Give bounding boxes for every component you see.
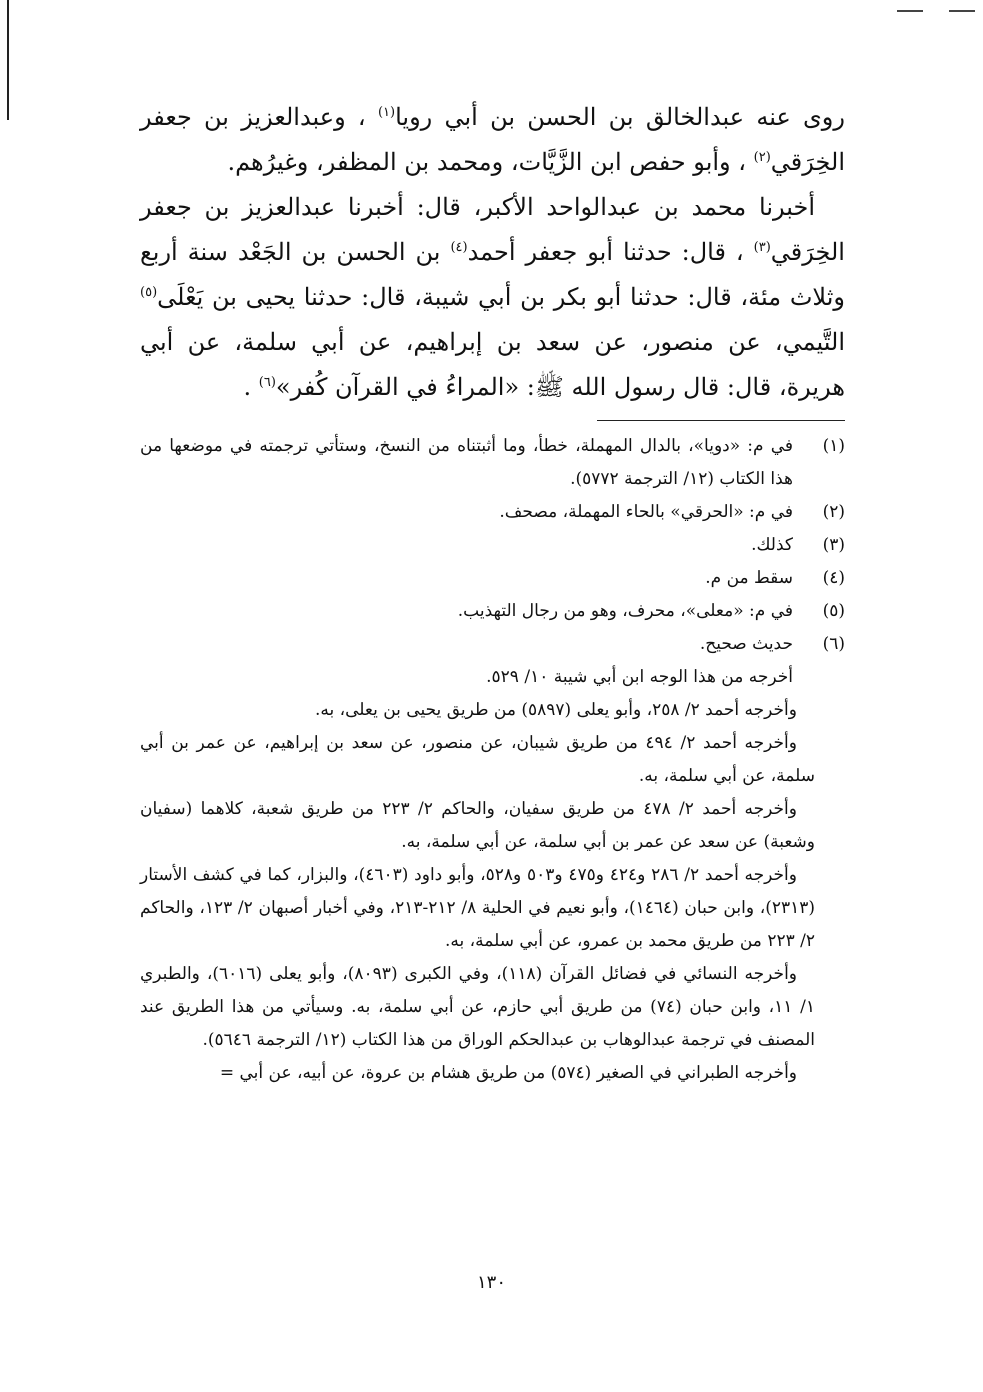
scan-mark [949, 10, 975, 12]
note-paragraph: أخرجه من هذا الوجه ابن أبي شيبة ١٠/ ٥٢٩. [486, 667, 793, 687]
footnote-number: (٢) [822, 502, 845, 522]
note-paragraph: وأخرجه أحمد ٢/ ٢٥٨، وأبو يعلى (٥٨٩٧) من طريق يحيى بن يعلى، به. [314, 700, 797, 720]
footnote-text: في م: «معلى»، محرف، وهو من رجال التهذيب. [457, 601, 793, 621]
footnote-text: كذلك. [751, 535, 793, 555]
footnotes [140, 430, 845, 1090]
footnote [140, 562, 845, 595]
footnote-number: (٤) [822, 568, 845, 588]
footnote-text: حديث صحيح. [699, 634, 793, 654]
main-paragraph-1: روى عنه عبدالخالق بن الحسن بن أبي رويا$^{(١)}$ ، وعبدالعزيز بن جعفر الخِرَقي$^{(٢)}$ ، وأبو حفص ابن الزَّيَّات، ومحمد بن المظفر، وغيرُهم. [140, 103, 845, 176]
footnote [140, 430, 845, 496]
footnote-ref-1: (١) [377, 105, 396, 120]
main-paragraph-2: أخبرنا محمد بن عبدالواحد الأكبر، قال: أخبرنا عبدالعزيز بن جعفر الخِرَقي$^{(٣)}$ ، قال: حدثنا أبو جعفر أحمد$^{(٤)}$ بن الحسن بن الجَعْد سنة أربع وثلاث مئة، قال: حدثنا أبو بكر بن أبي شيبة، قال: حدثنا يحيى بن يَعْلَى$^{(٥)}$ التَّيمي، عن منصور، عن سعد بن إبراهيم، عن أبي سلمة، عن أبي هريرة، قال: قال رسول الله ﷺ: «المراءُ في القرآن كُفر»$^{(٦)}$ . [140, 193, 845, 401]
footnote-text: في م: «الحرقي» بالحاء المهملة، مصحف. [499, 502, 793, 522]
footnote-ref-2: (٢) [753, 150, 771, 165]
main-text [140, 95, 845, 410]
footnote [140, 628, 845, 661]
footnote-text: سقط من م. [705, 568, 793, 588]
note-paragraph: وأخرجه أحمد ٢/ ٤٧٨ من طريق سفيان، والحاكم ٢/ ٢٢٣ من طريق شعبة، كلاهما (سفيان وشعبة) عن سعد عن عمر بن أبي سلمة، عن أبي سلمة، به. [140, 799, 815, 852]
footnote-number: (٦) [822, 634, 845, 654]
footnote-ref-4: (٤) [450, 240, 468, 255]
footnote-ref-3: (٣) [753, 240, 771, 255]
footnote [140, 496, 845, 529]
note-paragraph: وأخرجه أحمد ٢/ ٤٩٤ من طريق شيبان، عن منصور، عن سعد بن إبراهيم، عن عمر بن أبي سلمة، عن أبي سلمة، به. [140, 733, 815, 786]
footnote-separator [597, 420, 845, 421]
page-number: ١٣٠ [476, 1272, 506, 1293]
footnote [140, 529, 845, 562]
footnote-number: (٣) [822, 535, 845, 555]
note-paragraph: وأخرجه النسائي في فضائل القرآن (١١٨)، وفي الكبرى (٨٠٩٣)، وأبو يعلى (٦٠١٦)، والطبري ١/ ١١، وابن حبان (٧٤) من طريق أبي حازم، عن أبي سلمة، به. وسيأتي من هذا الطريق عند المصنف في ترجمة عبدالوهاب بن عبدالحكم الوراق من هذا الكتاب (١٢/ الترجمة ٥٦٤٦). [140, 964, 815, 1050]
scan-mark [897, 10, 923, 12]
footnote-ref-6: (٦) [258, 375, 276, 390]
footnote-ref-5: (٥) [140, 285, 158, 300]
footnote-text: في م: «دويا»، بالدال المهملة، خطأ، وما أثبتناه من النسخ، وستأتي ترجمته في موضعها من هذا الكتاب (١٢/ الترجمة ٥٧٧٢). [140, 436, 793, 489]
footnote-number: (٥) [822, 601, 845, 621]
scan-edge-line [7, 0, 9, 120]
note-paragraph: وأخرجه الطبراني في الصغير (٥٧٤) من طريق هشام بن عروة، عن أبيه، عن أبي = [219, 1063, 797, 1083]
footnote [140, 595, 845, 628]
footnote-number: (١) [822, 436, 845, 456]
note-paragraph: وأخرجه أحمد ٢/ ٢٨٦ و٤٢٤ و٤٧٥ و٥٠٣ و٥٢٨، وأبو داود (٤٦٠٣)، والبزار، كما في كشف الأستار (٢٣١٣)، وابن حبان (١٤٦٤)، وأبو نعيم في الحلية ٨/ ٢١٢-٢١٣، وفي أخبار أصبهان ٢/ ١٢٣، والحاكم ٢/ ٢٢٣ من طريق محمد بن عمرو، عن أبي سلمة، به. [140, 865, 815, 951]
